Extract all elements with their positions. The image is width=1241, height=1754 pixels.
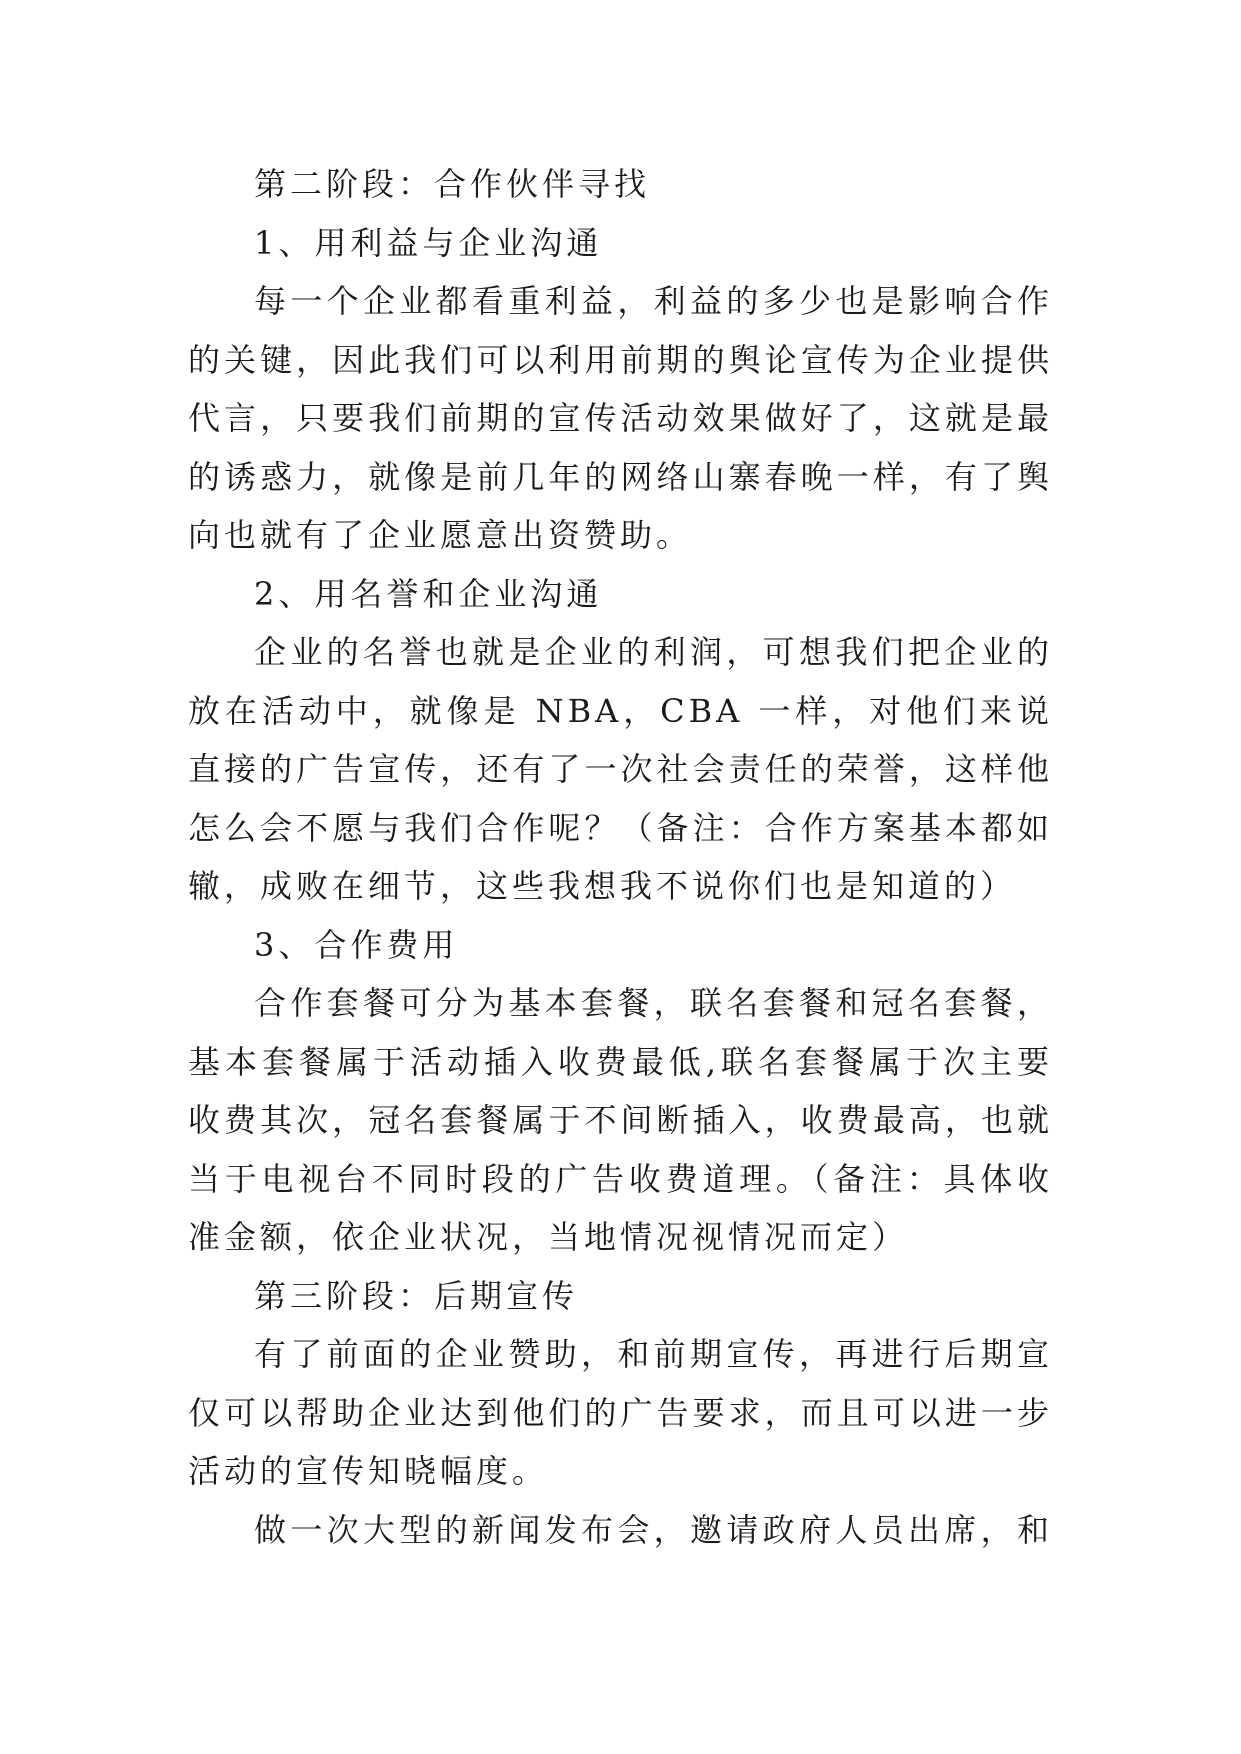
text-line: 怎么会不愿与我们合作呢？（备注：合作方案基本都如 xyxy=(188,808,1053,847)
document-body xyxy=(188,155,1053,1559)
text-line: 活动的宣传知晓幅度。 xyxy=(188,1452,549,1490)
text-line: 2、用名誉和企业沟通 xyxy=(254,574,603,613)
text-line: 准金额，依企业状况，当地情况视情况而定） xyxy=(188,1218,909,1256)
text-line: 3、合作费用 xyxy=(254,925,459,964)
text-line: 收费其次，冠名套餐属于不间断插入，收费最高，也就 xyxy=(188,1101,1053,1139)
text-line: 向也就有了企业愿意出资赞助。 xyxy=(188,516,693,554)
text-line: 仅可以帮助企业达到他们的广告要求，而且可以进一步 xyxy=(188,1393,1053,1432)
text-line: 有了前面的企业赞助，和前期宣传，再进行后期宣 xyxy=(254,1335,1053,1373)
text-line: 直接的广告宣传，还有了一次社会责任的荣誉，这样他 xyxy=(188,750,1053,788)
text-line: 代言，只要我们前期的宣传活动效果做好了，这就是最 xyxy=(188,399,1053,437)
text-line: 辙，成败在细节，这些我想我不说你们也是知道的） xyxy=(188,867,1017,905)
text-line: 1、用利益与企业沟通 xyxy=(254,223,603,262)
text-line: 做一次大型的新闻发布会，邀请政府人员出席，和 xyxy=(254,1510,1053,1549)
text-line: 的诱惑力，就像是前几年的网络山寨春晚一样，有了舆 xyxy=(188,457,1053,496)
text-line: 的关键，因此我们可以利用前期的舆论宣传为企业提供 xyxy=(188,340,1053,379)
text-line: 放在活动中，就像是 NBA，CBA 一样，对他们来说 xyxy=(188,691,1053,730)
text-line: 每一个企业都看重利益，利益的多少也是影响合作 xyxy=(254,282,1053,320)
text-line: 当于电视台不同时段的广告收费道理。（备注：具体收 xyxy=(188,1159,1053,1198)
text-line: 基本套餐属于活动插入收费最低,联名套餐属于次主要 xyxy=(188,1042,1053,1081)
text-line: 第二阶段：合作伙伴寻找 xyxy=(254,165,651,203)
text-line: 企业的名誉也就是企业的利润，可想我们把企业的 xyxy=(254,633,1053,671)
text-line: 第三阶段：后期宣传 xyxy=(254,1276,579,1315)
text-line: 合作套餐可分为基本套餐，联名套餐和冠名套餐， xyxy=(254,984,1053,1022)
